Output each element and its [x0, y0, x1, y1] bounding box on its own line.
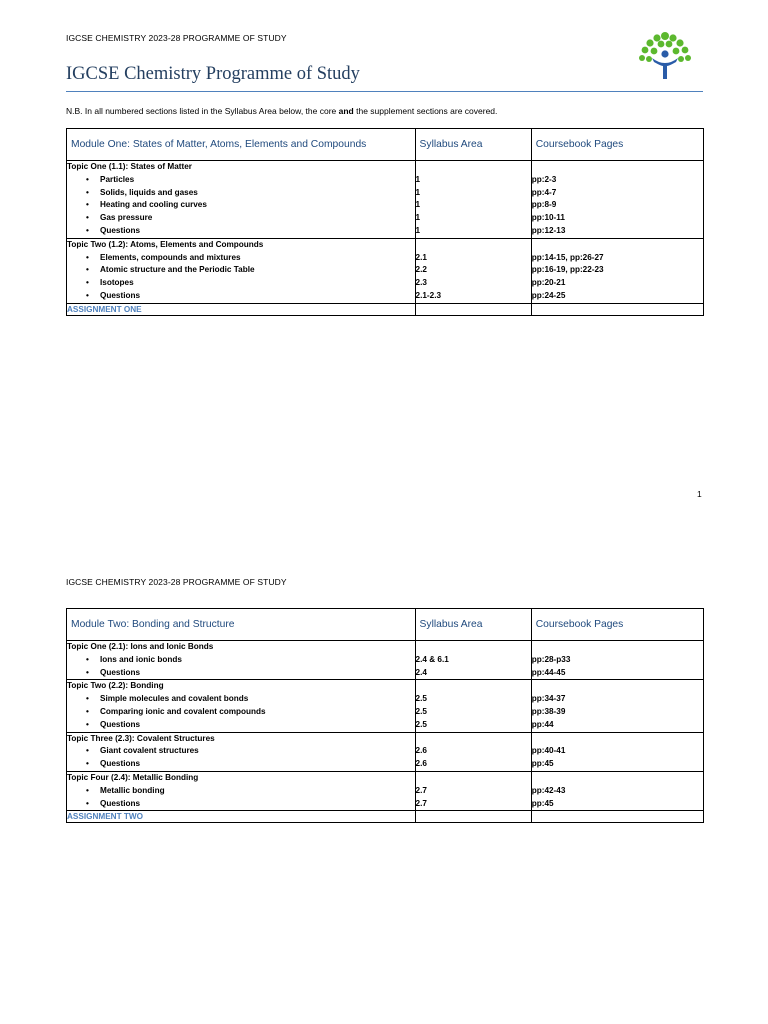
list-item: • Questions [67, 290, 415, 303]
pages-value: pp:38-39 [531, 706, 566, 716]
pages-value: pp:8-9 [531, 200, 557, 210]
page-separator [0, 520, 768, 540]
table-row [67, 641, 704, 680]
topic-title: Topic One (2.1): Ions and Ionic Bonds [67, 642, 214, 651]
list-item: • Simple molecules and covalent bonds [67, 693, 415, 706]
list-item: • Atomic structure and the Periodic Table [67, 264, 415, 277]
pages-value: pp:10-11 [531, 213, 565, 223]
list-item: • Giant covalent structures [67, 745, 415, 758]
syllabus-value: 2.2 [415, 265, 427, 275]
list-item: • Comparing ionic and covalent compounds [67, 706, 415, 719]
topic-title: Topic Four (2.4): Metallic Bonding [67, 772, 199, 782]
syllabus-value: 2.6 [415, 746, 427, 756]
table-row [67, 732, 704, 771]
syllabus-value: 2.7 [415, 798, 427, 808]
syllabus-note: N.B. In all numbered sections listed in the Syllabus Area below, the core and the supplement sections are covered. [66, 106, 498, 116]
list-item: • Questions [67, 798, 415, 811]
pages-value: pp:24-25 [531, 290, 566, 300]
table-row [67, 771, 704, 810]
list-item: • Heating and cooling curves [67, 199, 415, 212]
assignment-label: ASSIGNMENT TWO [67, 811, 416, 823]
syllabus-value: 2.4 [415, 667, 427, 677]
list-item: • Gas pressure [67, 212, 415, 225]
table-row [67, 238, 704, 303]
syllabus-value: 2.7 [415, 785, 427, 795]
pages-value: pp:12-13 [531, 225, 566, 235]
assignment-label: ASSIGNMENT ONE [67, 303, 416, 315]
module-title-header: Module Two: Bonding and Structure [67, 609, 416, 641]
syllabus-value: 2.3 [415, 278, 427, 288]
syllabus-value: 1 [415, 187, 421, 197]
module-one-table [66, 128, 704, 316]
list-item: • Elements, compounds and mixtures [67, 252, 415, 265]
page-title: IGCSE Chemistry Programme of Study [66, 64, 360, 84]
syllabus-value: 2.4 & 6.1 [415, 654, 449, 664]
list-item: • Questions [67, 719, 415, 732]
module-two-table [66, 608, 704, 823]
topic-title: Topic Three (2.3): Covalent Structures [67, 733, 215, 743]
table-row [67, 680, 704, 732]
syllabus-value: 1 [415, 174, 421, 184]
syllabus-area-header: Syllabus Area [415, 609, 531, 641]
assignment-row [67, 811, 704, 823]
title-rule [66, 91, 703, 92]
pages-value: pp:16-19, pp:22-23 [531, 265, 604, 275]
pages-value: pp:14-15, pp:26-27 [531, 252, 604, 262]
pages-value: pp:28-p33 [531, 654, 571, 664]
module-title-header: Module One: States of Matter, Atoms, Elements and Compounds [67, 129, 416, 161]
topic-title: Topic Two (2.2): Bonding [67, 681, 164, 691]
topic-title: Topic One (1.1): States of Matter [67, 162, 192, 171]
syllabus-value: 2.6 [415, 759, 427, 769]
coursebook-pages-header: Coursebook Pages [531, 129, 703, 161]
pages-value: pp:45 [531, 798, 554, 808]
pages-value: pp:40-41 [531, 746, 566, 756]
syllabus-value: 2.1-2.3 [415, 290, 442, 300]
topic-title: Topic Two (1.2): Atoms, Elements and Compounds [67, 239, 264, 249]
assignment-row [67, 303, 704, 315]
running-header: IGCSE CHEMISTRY 2023-28 PROGRAMME OF STUDY [66, 33, 287, 43]
list-item: • Isotopes [67, 277, 415, 290]
syllabus-value: 2.5 [415, 694, 427, 704]
syllabus-area-header: Syllabus Area [415, 129, 531, 161]
pages-value: pp:20-21 [531, 278, 566, 288]
pages-value: pp:4-7 [531, 187, 557, 197]
list-item: • Metallic bonding [67, 785, 415, 798]
pages-value: pp:42-43 [531, 785, 566, 795]
syllabus-value: 1 [415, 225, 421, 235]
pages-value: pp:45 [531, 759, 554, 769]
syllabus-value: 2.1 [415, 252, 427, 262]
syllabus-value: 2.5 [415, 719, 427, 729]
pages-value: pp:44 [531, 719, 554, 729]
running-header: IGCSE CHEMISTRY 2023-28 PROGRAMME OF STUDY [66, 577, 287, 587]
pages-value: pp:34-37 [531, 694, 566, 704]
list-item: • Questions [67, 225, 415, 238]
pages-value: pp:2-3 [531, 174, 557, 184]
syllabus-value: 2.5 [415, 706, 427, 716]
list-item: • Questions [67, 758, 415, 771]
list-item: • Solids, liquids and gases [67, 187, 415, 200]
list-item: • Questions [67, 667, 415, 680]
syllabus-value: 1 [415, 213, 421, 223]
list-item: • Particles [67, 174, 415, 187]
list-item: • Ions and ionic bonds [67, 654, 415, 667]
syllabus-value: 1 [415, 200, 421, 210]
table-row [67, 161, 704, 239]
pages-value: pp:44-45 [531, 667, 566, 677]
tree-person-logo-icon [636, 30, 694, 82]
page-number: 1 [697, 489, 702, 499]
coursebook-pages-header: Coursebook Pages [531, 609, 703, 641]
